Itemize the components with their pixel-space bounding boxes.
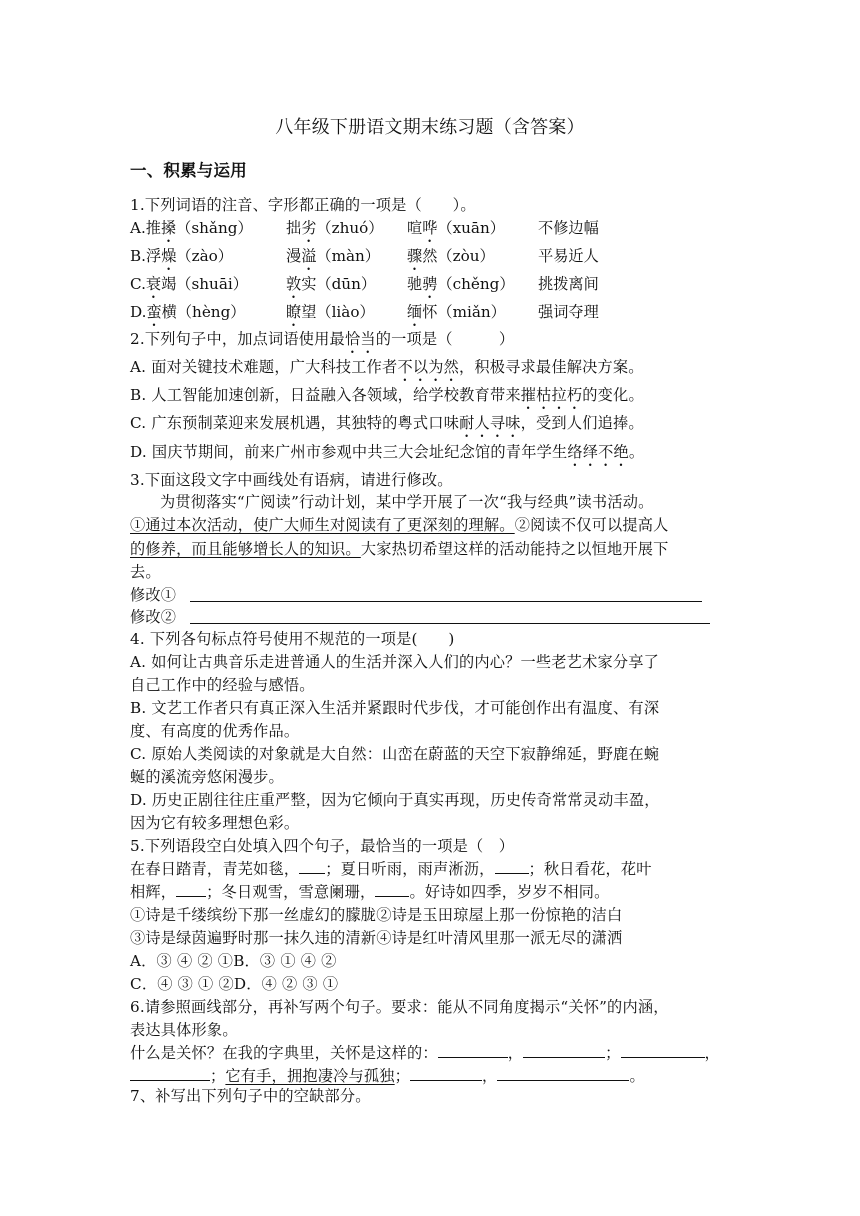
question-6-stem-line2: 表达具体形象。: [130, 1021, 238, 1039]
q3-revision-2-blank[interactable]: [190, 623, 710, 624]
q3-passage-line2: ①通过本次活动，使广大师生对阅读有了更深刻的理解。②阅读不仅可以提高人: [130, 516, 669, 534]
q6-answer-line1: 什么是关怀？在我的字典里，关怀是这样的： ， ； ，: [130, 1044, 720, 1062]
question-7-stem: 7、补写出下列句子中的空缺部分。: [130, 1087, 371, 1105]
q1-option-d-word4: 强词夺理: [538, 303, 599, 321]
page-title: 八年级下册语文期末练习题（含答案）: [275, 117, 585, 138]
question-2-stem: 2.下列句子中，加点词语使用最恰当的一项是（ ）: [130, 330, 515, 348]
q3-passage-line4: 去。: [130, 563, 161, 581]
q3-revision-1-blank[interactable]: [190, 601, 702, 602]
q6-blank-5[interactable]: [410, 1065, 482, 1081]
q1-option-b-word1: B.浮燥（zào）: [130, 247, 233, 265]
q1-option-c-word2: 敦实（dūn）: [286, 275, 377, 293]
q6-answer-line2: ；它有手，拥抱凄冷与孤独； ， 。: [130, 1065, 645, 1087]
q4-option-a-line2: 自己工作中的经验与感悟。: [130, 676, 315, 694]
q1-option-b-word4: 平易近人: [538, 247, 599, 265]
q3-revision-2-label: 修改②: [130, 608, 177, 626]
q6-blank-3[interactable]: [621, 1042, 705, 1058]
q4-option-d-line1: D. 历史正剧往往庄重严整，因为它倾向于真实再现，历史传奇常常灵动丰盈，: [130, 791, 660, 809]
q1-option-b-word2: 漫溢（màn）: [286, 247, 380, 265]
q6-blank-4[interactable]: [130, 1065, 210, 1081]
q4-option-b-line1: B. 文艺工作者只有真正深入生活并紧跟时代步伐，才可能创作出有温度、有深: [130, 699, 660, 717]
q2-option-b: B. 人工智能加速创新，日益融入各领域，给学校教育带来摧枯拉朽的变化。: [130, 386, 644, 404]
question-4-stem: 4. 下列各句标点符号使用不规范的一项是( ): [130, 630, 455, 648]
q1-option-d-word2: 瞭望（liào）: [286, 303, 375, 321]
q3-passage-line3: 的修养，而且能够增长人的知识。大家热切希望这样的活动能持之以恒地开展下: [130, 540, 669, 558]
q5-blank-3[interactable]: [176, 881, 206, 897]
q5-sentences-1-2: ①诗是千缕缤纷下那一丝虚幻的朦胧②诗是玉田琼屋上那一份惊艳的洁白: [130, 906, 623, 924]
q5-blank-2[interactable]: [495, 858, 529, 874]
question-6-stem-line1: 6.请参照画线部分，再补写两个句子。要求：能从不同角度揭示“关怀”的内涵，: [130, 998, 669, 1016]
q1-option-d-word1: D.蛮横（hèng）: [130, 303, 246, 321]
q1-option-c-word1: C.衰竭（shuāi）: [130, 275, 248, 293]
q1-option-c-word3: 驰骋（chěng）: [407, 275, 515, 293]
q1-option-a-word1: A.推搡（shǎng）: [130, 219, 253, 237]
q5-passage-line2: 相辉， ；冬日观雪，雪意阑珊， 。好诗如四季，岁岁不相同。: [130, 883, 610, 901]
q5-options-ab: A．③ ④ ② ①B．③ ① ④ ②: [130, 952, 337, 970]
q2-option-a: A. 面对关键技术难题，广大科技工作者不以为然，积极寻求最佳解决方案。: [130, 358, 644, 376]
q3-passage-line1: 为贯彻落实“广阅读”行动计划，某中学开展了一次“我与经典”读书活动。: [160, 493, 654, 511]
q5-options-cd: C．④ ③ ① ②D．④ ② ③ ①: [130, 975, 339, 993]
q1-option-a-word2: 拙劣（zhuó）: [286, 219, 384, 237]
q2-option-d: D. 国庆节期间，前来广州市参观中共三大会址纪念馆的青年学生络绎不绝。: [130, 443, 645, 461]
q5-blank-4[interactable]: [375, 881, 409, 897]
question-5-stem: 5.下列语段空白处填入四个句子，最恰当的一项是（ ）: [130, 837, 515, 855]
question-1-stem: 1.下列词语的注音、字形都正确的一项是（ ）。: [130, 196, 476, 214]
q1-option-a-word3: 喧哗（xuān）: [407, 219, 505, 237]
q4-option-b-line2: 度、有高度的优秀作品。: [130, 722, 300, 740]
q1-option-c-word4: 挑拨离间: [538, 275, 599, 293]
q1-option-b-word3: 骤然（zòu）: [407, 247, 495, 265]
q1-option-d-word3: 缅怀（miǎn）: [407, 303, 506, 321]
q5-passage-line1: 在春日踏青，青芜如毯， ；夏日听雨，雨声淅沥， ；秋日看花，花叶: [130, 860, 652, 878]
q1-option-a-word4: 不修边幅: [538, 219, 599, 237]
q4-option-c-line1: C. 原始人类阅读的对象就是大自然：山峦在蔚蓝的天空下寂静绵延，野鹿在蜿: [130, 745, 660, 763]
section-heading: 一、积累与运用: [130, 161, 247, 180]
q4-option-d-line2: 因为它有较多理想色彩。: [130, 814, 300, 832]
q6-blank-2[interactable]: [523, 1042, 605, 1058]
q6-blank-1[interactable]: [438, 1042, 508, 1058]
q6-blank-6[interactable]: [497, 1065, 629, 1081]
question-3-stem: 3.下面这段文字中画线处有语病，请进行修改。: [130, 471, 453, 489]
q5-blank-1[interactable]: [299, 858, 325, 874]
q4-option-c-line2: 蜒的溪流旁悠闲漫步。: [130, 768, 284, 786]
q5-sentences-3-4: ③诗是绿茵遍野时那一抹久违的清新④诗是红叶清风里那一派无尽的潇洒: [130, 929, 623, 947]
q2-option-c: C. 广东预制菜迎来发展机遇，其独特的粤式口味耐人寻味，受到人们追捧。: [130, 414, 644, 432]
q4-option-a-line1: A. 如何让古典音乐走进普通人的生活并深入人们的内心？一些老艺术家分享了: [130, 653, 660, 671]
q3-revision-1-label: 修改①: [130, 586, 177, 604]
